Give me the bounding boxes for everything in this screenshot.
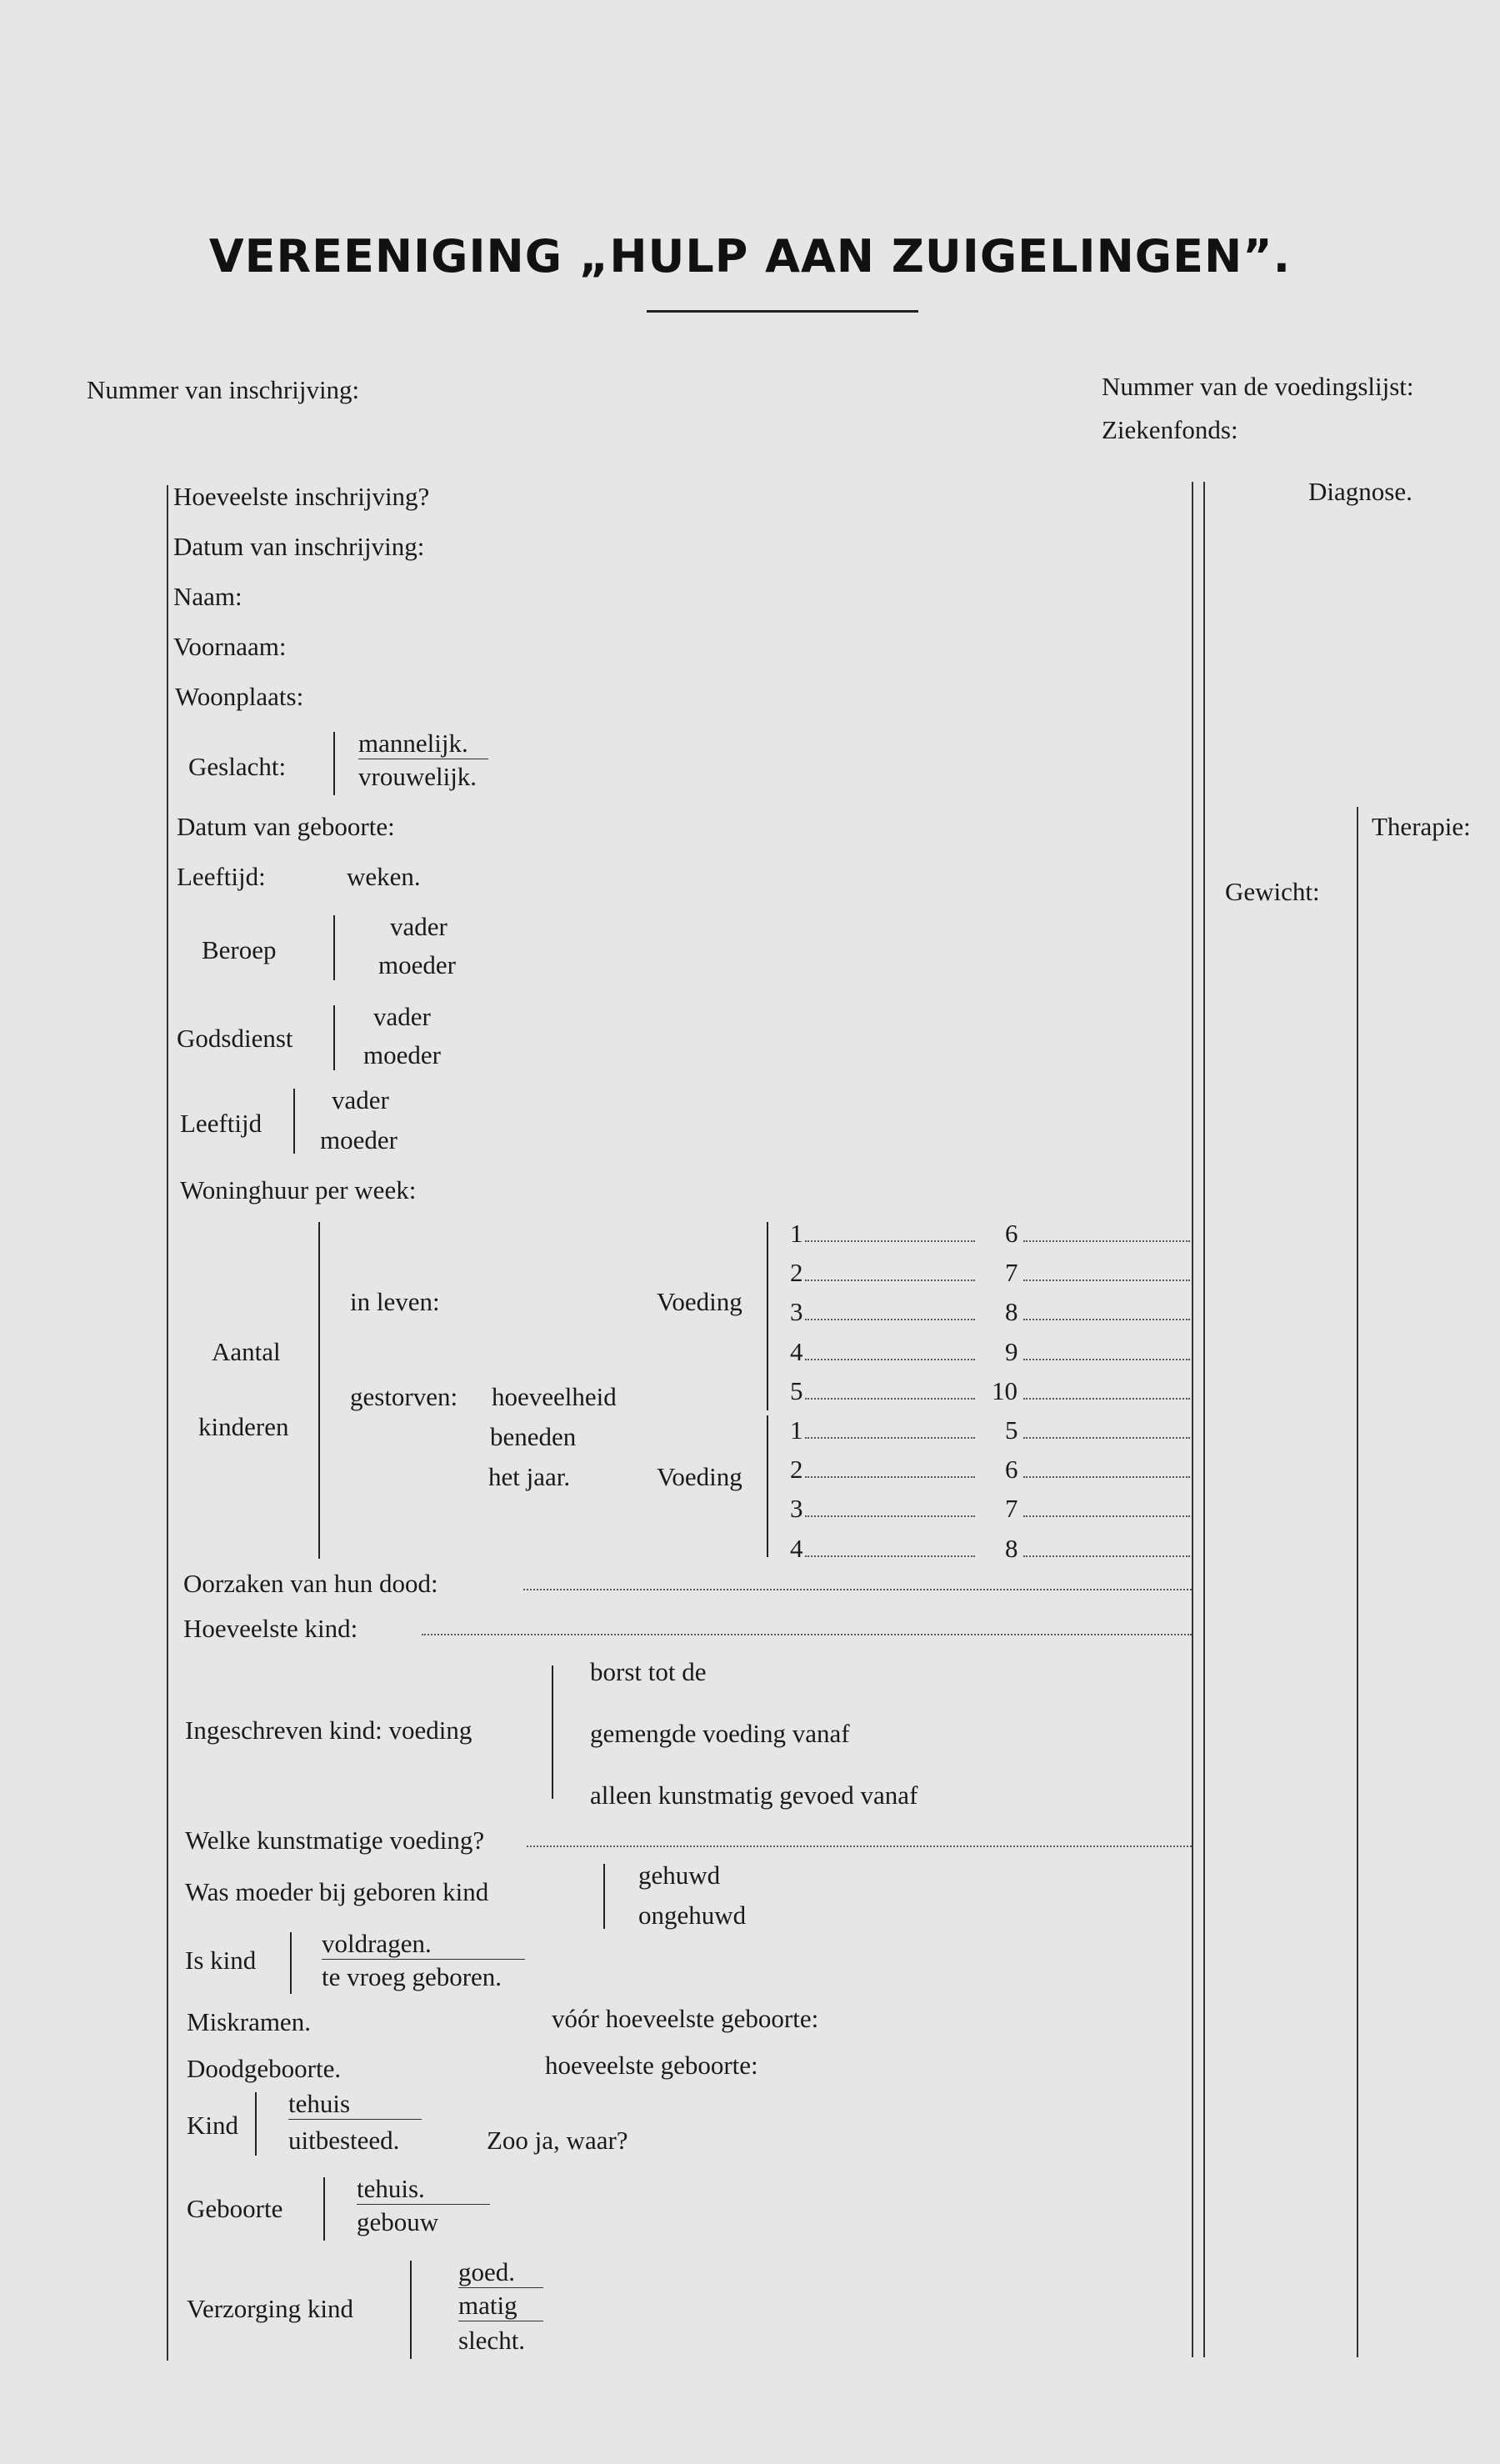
kind-option-uitbesteed: uitbesteed.: [288, 2126, 400, 2155]
left-margin-rule: [167, 485, 168, 2361]
therapie-rule: [1357, 807, 1358, 2357]
voeding-row-fill-line: [1023, 1319, 1190, 1320]
datum-inschrijving-label: Datum van inschrijving:: [173, 532, 425, 561]
voeding-row-fill-line: [1023, 1437, 1190, 1439]
beroep-option-moeder: moeder: [378, 950, 456, 979]
voeding-dood-label: Voeding: [657, 1462, 742, 1491]
beroep-brace: [333, 915, 343, 980]
is-kind-option-te-vroeg: te vroeg geboren.: [322, 1962, 502, 1991]
verzorging-option-matig: matig: [458, 2292, 543, 2321]
ingeschreven-option-borst: borst tot de: [590, 1657, 707, 1686]
het-jaar-label: het jaar.: [488, 1462, 571, 1491]
voeding-row-number: 9: [1005, 1336, 1018, 1366]
gewicht-label: Gewicht:: [1225, 877, 1320, 906]
moeder-brace: [603, 1864, 613, 1929]
geslacht-option-vrouwelijk: vrouwelijk.: [358, 762, 478, 791]
kind-label: Kind: [187, 2111, 238, 2140]
naam-label: Naam:: [173, 582, 242, 611]
voeding-row-number: 2: [790, 1258, 803, 1288]
is-kind-option-voldragen: voldragen.: [322, 1931, 525, 1960]
moeder-option-gehuwd: gehuwd: [638, 1861, 721, 1890]
ingeschreven-option-gemengd: gemengde voeding vanaf: [590, 1719, 850, 1748]
verzorging-option-goed: goed.: [458, 2259, 543, 2288]
voor-hoeveelste-geboorte-label: vóór hoeveelste geboorte:: [552, 2004, 819, 2033]
leeftijd-unit: weken.: [347, 862, 421, 891]
leeftijd-ouders-option-vader: vader: [332, 1085, 389, 1114]
ziekenfonds-label: Ziekenfonds:: [1102, 415, 1238, 444]
geslacht-option-mannelijk: mannelijk.: [358, 730, 488, 759]
is-kind-label: Is kind: [185, 1946, 257, 1975]
leeftijd-ouders-label: Leeftijd: [180, 1109, 262, 1138]
voeding-row-number: 5: [790, 1375, 803, 1405]
voeding-row-number: 8: [1005, 1533, 1018, 1563]
beneden-label: beneden: [490, 1422, 577, 1451]
beroep-label: Beroep: [202, 935, 277, 964]
beroep-option-vader: vader: [390, 912, 448, 941]
verzorging-brace: [410, 2261, 420, 2359]
voeding-row-fill-line: [805, 1240, 975, 1242]
voeding-row-fill-line: [805, 1359, 975, 1360]
title-rule: [647, 310, 918, 313]
voeding-row-fill-line: [1023, 1240, 1190, 1242]
kunstmatige-fill-line: [527, 1845, 1192, 1847]
godsdienst-label: Godsdienst: [177, 1024, 293, 1053]
kinderen-label-aantal: Aantal: [212, 1337, 281, 1366]
geboorte-brace: [323, 2177, 333, 2241]
voeding-row-number: 1: [790, 1219, 803, 1248]
oorzaken-label: Oorzaken van hun dood:: [183, 1569, 438, 1598]
voeding-row-number: 4: [790, 1533, 803, 1563]
godsdienst-option-vader: vader: [373, 1002, 431, 1031]
leeftijd-label: Leeftijd:: [177, 862, 266, 891]
center-double-rule-a: [1192, 482, 1193, 2357]
leeftijd-ouders-brace: [293, 1089, 303, 1154]
voeding-row-fill-line: [1023, 1280, 1190, 1281]
kinderen-brace: [318, 1222, 328, 1559]
voeding-row-number: 1: [790, 1415, 803, 1445]
voeding-row-fill-line: [1023, 1476, 1190, 1478]
woonplaats-label: Woonplaats:: [175, 682, 304, 711]
gestorven-label: gestorven:: [350, 1382, 458, 1411]
kunstmatige-voeding-label: Welke kunstmatige voeding?: [185, 1825, 485, 1855]
voeding-row-fill-line: [805, 1555, 975, 1557]
voeding-row-number: 6: [1005, 1455, 1018, 1485]
godsdienst-brace: [333, 1005, 343, 1070]
voeding-row-fill-line: [805, 1398, 975, 1400]
geboorte-option-tehuis: tehuis.: [357, 2176, 490, 2205]
godsdienst-option-moeder: moeder: [363, 1040, 441, 1069]
page-title: VEREENIGING „HULP AAN ZUIGELINGEN”.: [208, 230, 1292, 283]
voeding-row-number: 3: [790, 1494, 803, 1524]
moeder-option-ongehuwd: ongehuwd: [638, 1901, 747, 1930]
geboorte-option-gebouw: gebouw: [357, 2207, 439, 2236]
kinderen-label-kinderen: kinderen: [198, 1412, 289, 1441]
hoeveelheid-label: hoeveelheid: [492, 1382, 617, 1411]
voeding-row-fill-line: [805, 1476, 975, 1478]
voeding-row-fill-line: [1023, 1515, 1190, 1517]
voeding-row-number: 6: [1005, 1219, 1018, 1248]
voornaam-label: Voornaam:: [173, 632, 287, 661]
verzorging-kind-label: Verzorging kind: [187, 2294, 354, 2323]
voeding-dood-brace: [767, 1415, 777, 1557]
voeding-leven-brace: [767, 1222, 777, 1410]
hoeveelste-kind-label: Hoeveelste kind:: [183, 1614, 358, 1643]
ingeschreven-kind-label: Ingeschreven kind: voeding: [185, 1715, 472, 1745]
doodgeboorte-label: Doodgeboorte.: [187, 2054, 342, 2083]
leeftijd-ouders-option-moeder: moeder: [320, 1125, 398, 1154]
therapie-label: Therapie:: [1372, 812, 1471, 841]
voeding-row-number: 2: [790, 1455, 803, 1485]
miskramen-label: Miskramen.: [187, 2007, 311, 2036]
zoo-ja-waar-label: Zoo ja, waar?: [487, 2126, 628, 2155]
kind-option-tehuis: tehuis: [288, 2091, 422, 2120]
geboorte-label: Geboorte: [187, 2194, 283, 2223]
geslacht-brace: [333, 732, 343, 795]
voeding-row-number: 5: [1005, 1415, 1018, 1445]
verzorging-option-slecht: slecht.: [458, 2326, 526, 2355]
voeding-row-fill-line: [1023, 1359, 1190, 1360]
voeding-row-number: 7: [1005, 1258, 1018, 1288]
nummer-inschrijving-label: Nummer van inschrijving:: [87, 375, 360, 404]
voeding-row-fill-line: [1023, 1398, 1190, 1400]
moeder-label: Was moeder bij geboren kind: [185, 1877, 489, 1906]
hoeveelste-kind-fill-line: [422, 1634, 1192, 1635]
diagnose-label: Diagnose.: [1308, 477, 1412, 506]
is-kind-brace: [290, 1932, 300, 1994]
in-leven-label: in leven:: [350, 1287, 440, 1316]
geslacht-label: Geslacht:: [188, 752, 287, 781]
voeding-row-fill-line: [1023, 1555, 1190, 1557]
voeding-row-fill-line: [805, 1280, 975, 1281]
hoeveelste-inschrijving-label: Hoeveelste inschrijving?: [173, 482, 430, 511]
nummer-voedingslijst-label: Nummer van de voedingslijst:: [1102, 372, 1414, 401]
kind-brace: [255, 2092, 265, 2156]
ingeschreven-brace: [552, 1665, 562, 1799]
voeding-row-fill-line: [805, 1515, 975, 1517]
voeding-leven-label: Voeding: [657, 1287, 742, 1316]
oorzaken-fill-line: [523, 1589, 1192, 1590]
datum-geboorte-label: Datum van geboorte:: [177, 812, 395, 841]
hoeveelste-geboorte-label: hoeveelste geboorte:: [545, 2051, 758, 2080]
center-double-rule-b: [1203, 482, 1205, 2357]
voeding-row-fill-line: [805, 1437, 975, 1439]
voeding-row-fill-line: [805, 1319, 975, 1320]
voeding-row-number: 7: [1005, 1494, 1018, 1524]
voeding-row-number: 10: [992, 1375, 1018, 1405]
ingeschreven-option-kunstmatig: alleen kunstmatig gevoed vanaf: [590, 1780, 918, 1810]
voeding-row-number: 3: [790, 1297, 803, 1327]
voeding-row-number: 4: [790, 1336, 803, 1366]
voeding-row-number: 8: [1005, 1297, 1018, 1327]
woninghuur-label: Woninghuur per week:: [180, 1175, 417, 1204]
